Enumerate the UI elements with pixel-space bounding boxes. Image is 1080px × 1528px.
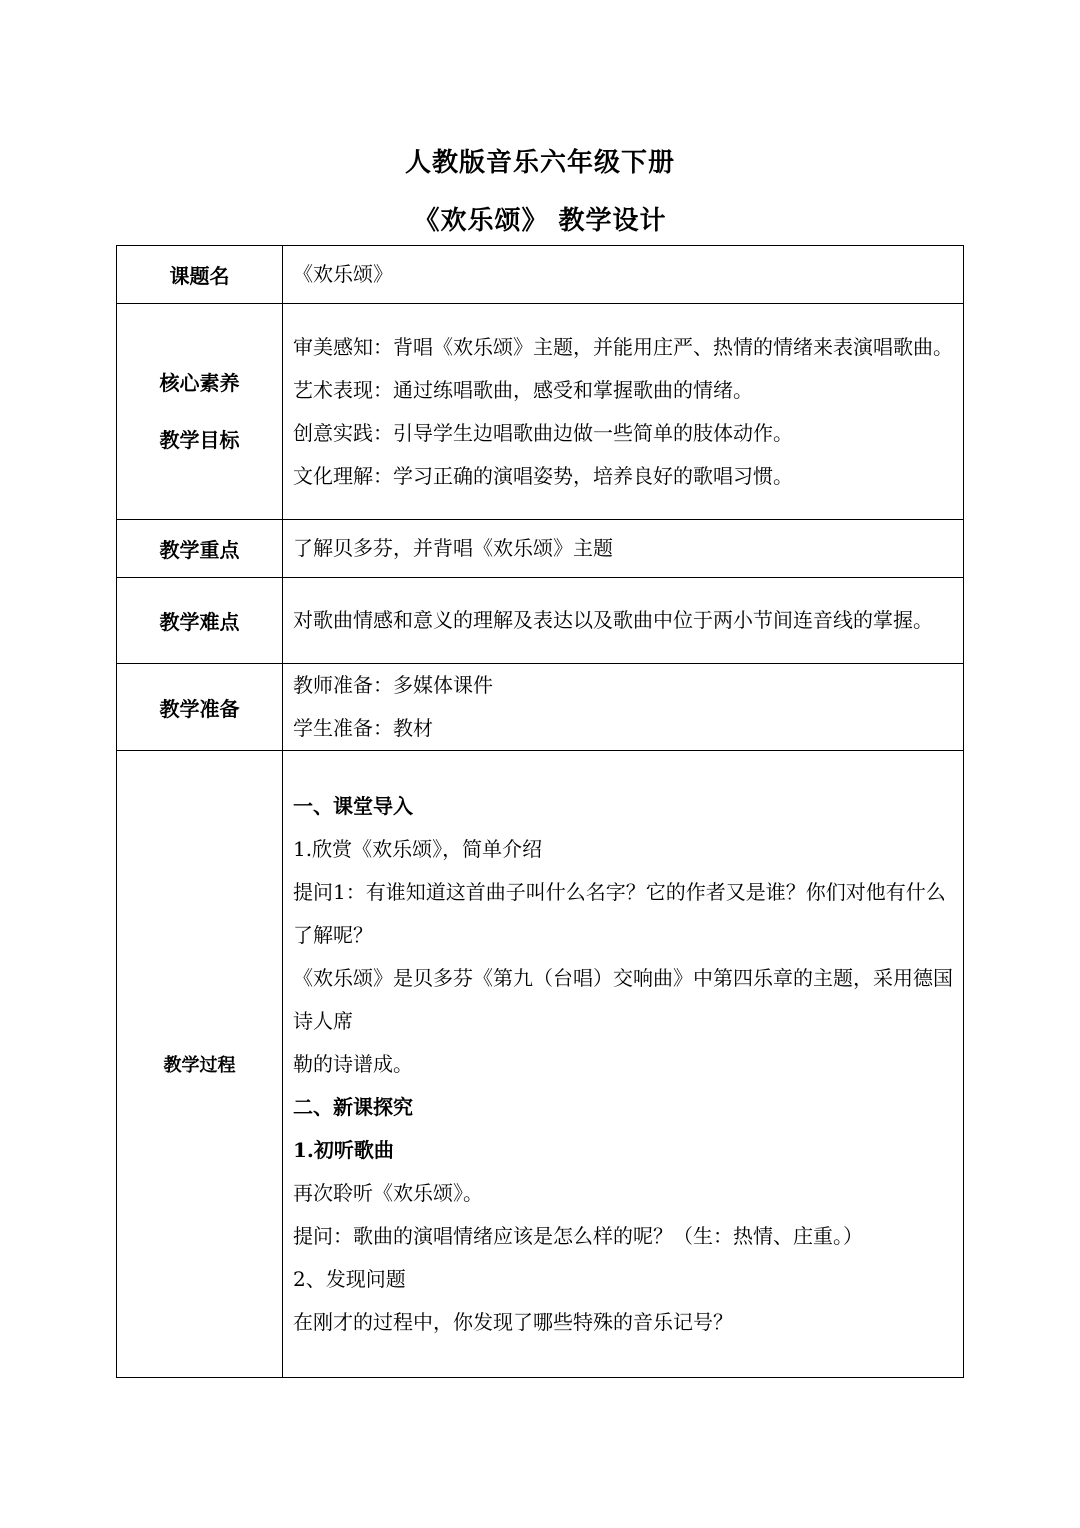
objectives-label — [117, 304, 283, 520]
student-preparation: 学生准备：教材 — [293, 716, 433, 740]
preparation-content — [283, 664, 964, 751]
process-line: 提问1：有谁知道这首曲子叫什么名字？它的作者又是谁？你们对他有什么了解呢？ — [293, 879, 946, 947]
document-subtitle: 《欢乐颂》 教学设计 — [413, 206, 667, 236]
preparation-label: 教学准备 — [117, 664, 283, 751]
topic-value: 《欢乐颂》 — [283, 246, 964, 304]
table-row-topic — [117, 246, 964, 304]
objectives-content — [283, 304, 964, 520]
document-title: 人教版音乐六年级下册 — [404, 148, 675, 178]
objective-item: 文化理解：学习正确的演唱姿势，培养良好的歌唱习惯。 — [293, 463, 793, 488]
process-line: 《欢乐颂》是贝多芬《第九（台唱）交响曲》中第四乐章的主题，采用德国诗人席 — [293, 965, 953, 1033]
process-line: 提问：歌曲的演唱情绪应该是怎么样的呢？（生：热情、庄重。） — [293, 1223, 863, 1248]
topic-label: 课题名 — [117, 246, 283, 304]
teacher-preparation: 教师准备：多媒体课件 — [293, 673, 493, 697]
key-points-value: 了解贝多芬，并背唱《欢乐颂》主题 — [283, 520, 964, 578]
objectives-label-line2: 教学目标 — [159, 427, 240, 452]
key-points-label: 教学重点 — [117, 520, 283, 578]
process-line: 再次聆听《欢乐颂》。 — [293, 1180, 483, 1205]
objective-item: 审美感知：背唱《欢乐颂》主题，并能用庄严、热情的情绪来表演唱歌曲。 — [293, 334, 953, 359]
process-subheading: 1.初听歌曲 — [293, 1137, 394, 1162]
process-line: 在刚才的过程中，你发现了哪些特殊的音乐记号？ — [293, 1309, 733, 1334]
process-line: 勒的诗谱成。 — [293, 1051, 413, 1076]
objectives-label-line1: 核心素养 — [159, 370, 240, 395]
table-row-process — [117, 751, 964, 1378]
process-section-heading: 一、课堂导入 — [293, 793, 413, 818]
lesson-plan-table — [116, 245, 964, 1378]
process-section-heading: 二、新课探究 — [293, 1094, 413, 1119]
difficulties-value: 对歌曲情感和意义的理解及表达以及歌曲中位于两小节间连音线的掌握。 — [283, 578, 964, 664]
objective-item: 创意实践：引导学生边唱歌曲边做一些简单的肢体动作。 — [293, 420, 793, 445]
process-line: 1.欣赏《欢乐颂》，简单介绍 — [293, 836, 543, 861]
objective-item: 艺术表现：通过练唱歌曲，感受和掌握歌曲的情绪。 — [293, 377, 753, 402]
table-row-key-points — [117, 520, 964, 578]
process-subheading: 2、发现问题 — [293, 1266, 406, 1291]
process-label: 教学过程 — [117, 751, 283, 1378]
table-row-difficulties — [117, 578, 964, 664]
table-row-objectives — [117, 304, 964, 520]
process-content — [283, 751, 964, 1378]
table-row-preparation — [117, 664, 964, 751]
difficulties-label: 教学难点 — [117, 578, 283, 664]
